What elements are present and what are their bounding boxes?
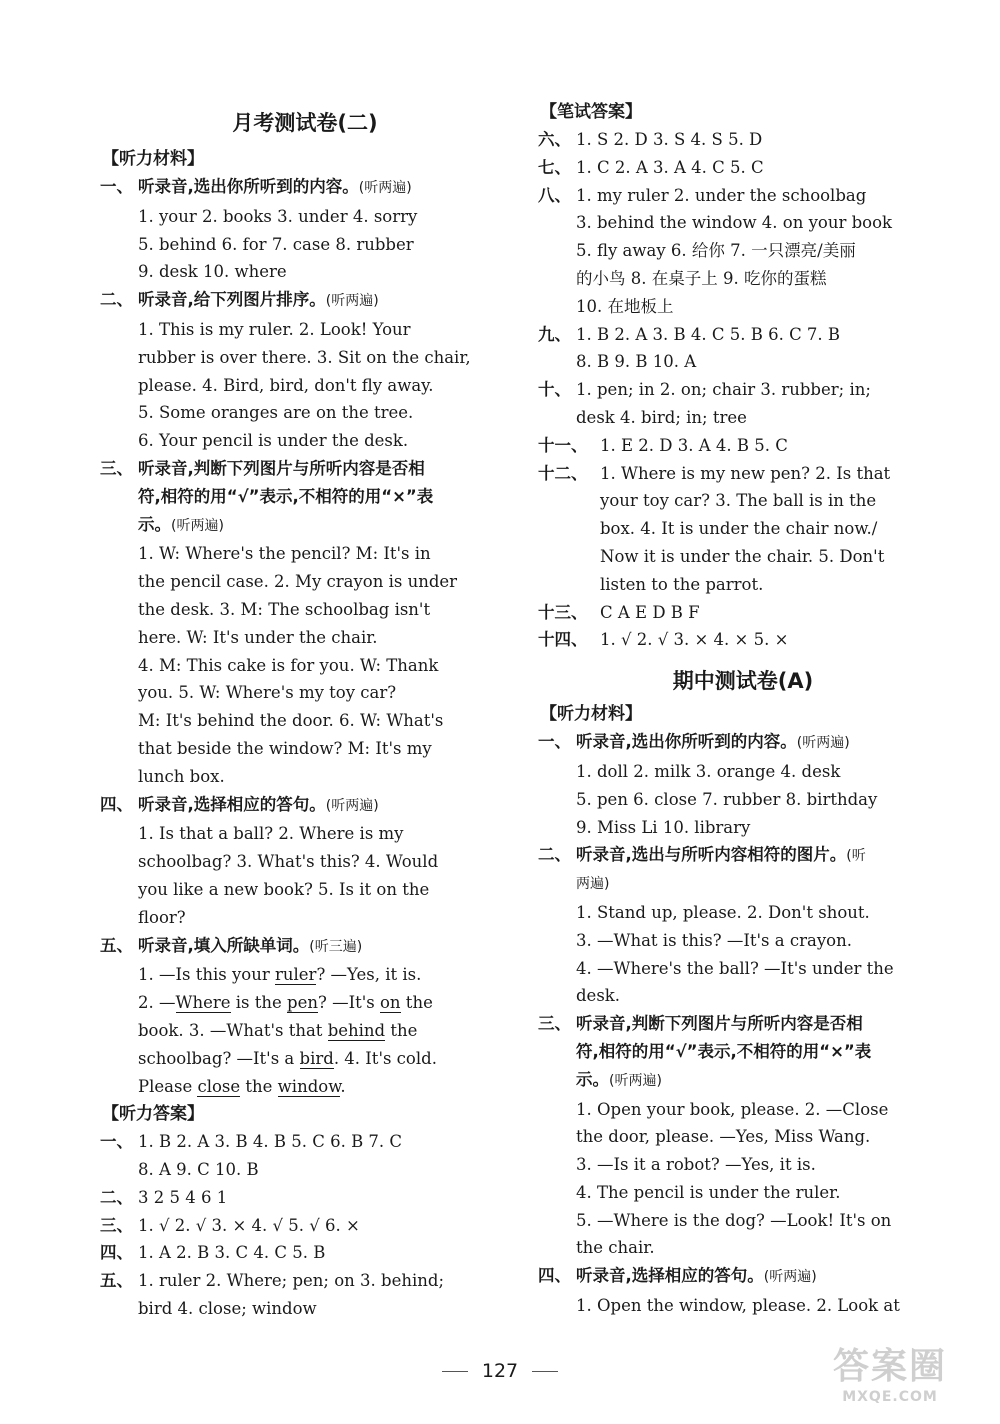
page-number-dash — [532, 1371, 558, 1372]
text-line: here. W: It's under the chair. — [138, 627, 378, 647]
text-line: desk 4. bird; in; tree — [576, 407, 747, 427]
question-1 — [100, 173, 510, 286]
text-line: 1. your 2. books 3. under 4. sorry — [138, 206, 418, 226]
text-line: bird 4. close; window — [138, 1299, 317, 1319]
text-line: please. 4. Bird, bird, don't fly away. — [138, 375, 434, 395]
question-note: (听两遍) — [609, 1072, 662, 1089]
text-line: 的小鸟 8. 在桌子上 9. 吃你的蛋糕 — [576, 268, 827, 288]
text-line: schoolbag? 3. What's this? 4. Would — [138, 852, 439, 872]
answer-13 — [538, 599, 948, 627]
watermark-url: MXQE.COM — [842, 1389, 938, 1405]
answer-number: 十一、 — [538, 435, 588, 455]
question-number: 三、 — [100, 458, 133, 478]
question-label: 听录音,判断下列图片与所听内容是否相 — [576, 1014, 863, 1034]
answer-4 — [100, 1239, 510, 1267]
question-3 — [100, 455, 510, 791]
question-label: 示。 — [138, 514, 171, 534]
question-label: 听录音,填入所缺单词。 — [138, 935, 310, 955]
text-line: 1. Is that a ball? 2. Where is my — [138, 824, 404, 844]
question-4 — [538, 1262, 948, 1320]
text-line: 1. C 2. A 3. A 4. C 5. C — [576, 157, 764, 177]
text-line: your toy car? 3. The ball is in the — [600, 491, 877, 511]
text-line: 1. doll 2. milk 3. orange 4. desk — [576, 761, 841, 781]
question-number: 一、 — [100, 177, 133, 196]
text-line: lunch box. — [138, 766, 225, 786]
text-line: floor? — [138, 907, 186, 927]
question-label: 听录音,选择相应的答句。 — [576, 1266, 764, 1286]
section-title: 月考测试卷(二) — [232, 111, 378, 135]
text-line: 8. B 9. B 10. A — [576, 352, 697, 372]
text-line: 3 2 5 4 6 1 — [138, 1187, 228, 1207]
question-label: 听录音,选出你所听到的内容。 — [138, 177, 359, 196]
filled-blank: window — [277, 1076, 341, 1096]
question-label: 符,相符的用“√”表示,不相符的用“×”表 — [138, 486, 434, 506]
text-line: 2. —Where is the pen? —It's on the — [138, 993, 433, 1013]
listening-answers-heading: 【听力答案】 — [102, 1104, 204, 1125]
question-note: (听 — [846, 848, 866, 865]
text-line: 4. —Where's the ball? —It's under the — [576, 958, 894, 978]
answer-number: 二、 — [100, 1187, 133, 1207]
question-number: 二、 — [538, 845, 571, 865]
written-answers-heading: 【笔试答案】 — [540, 102, 642, 122]
answer-number: 五、 — [100, 1271, 133, 1291]
text-line: 1. Open your book, please. 2. —Close — [576, 1099, 889, 1119]
listening-material-heading: 【听力材料】 — [102, 149, 204, 169]
text-line: 1. W: Where's the pencil? M: It's in — [138, 544, 431, 564]
text-line: 1. —Is this your ruler? —Yes, it is. — [138, 965, 422, 985]
text-line: 5. behind 6. for 7. case 8. rubber — [138, 234, 414, 254]
answer-12 — [538, 460, 948, 599]
text-line: that beside the window? M: It's my — [138, 738, 432, 758]
answer-number: 十、 — [538, 380, 571, 400]
question-label: 听录音,判断下列图片与所听内容是否相 — [138, 458, 425, 478]
text-line: the pencil case. 2. My crayon is under — [138, 572, 458, 592]
question-2 — [538, 841, 948, 1010]
text-line: 1. √ 2. √ 3. × 4. × 5. × — [600, 630, 789, 650]
filled-blank: on — [380, 993, 401, 1013]
answer-number: 七、 — [538, 157, 571, 177]
right-column — [538, 98, 948, 1320]
text-line: 1. pen; in 2. on; chair 3. rubber; in; — [576, 380, 871, 400]
question-label: 示。 — [576, 1069, 609, 1089]
listening-material-heading: 【听力材料】 — [540, 704, 642, 725]
text-line: rubber is over there. 3. Sit on the chair, — [138, 347, 471, 367]
text-line: you like a new book? 5. Is it on the — [138, 879, 430, 899]
question-3 — [538, 1010, 948, 1262]
answer-number: 四、 — [100, 1243, 133, 1263]
text-line: 1. A 2. B 3. C 4. C 5. B — [138, 1243, 326, 1263]
answer-7 — [538, 154, 948, 182]
question-label: 听录音,选出你所听到的内容。 — [576, 732, 797, 752]
answer-3 — [100, 1212, 510, 1240]
question-note: (听两遍) — [171, 517, 224, 534]
text-line: 5. fly away 6. 给你 7. 一只漂亮/美丽 — [576, 241, 856, 261]
question-number: 四、 — [100, 794, 133, 814]
text-line: 5. pen 6. close 7. rubber 8. birthday — [576, 789, 878, 809]
text-line: 1. Stand up, please. 2. Don't shout. — [576, 902, 870, 922]
text-line: C A E D B F — [600, 602, 700, 622]
question-number: 四、 — [538, 1266, 571, 1286]
answer-2 — [100, 1184, 510, 1212]
question-label: 听录音,选出与所听内容相符的图片。 — [576, 845, 847, 865]
text-line: 1. ruler 2. Where; pen; on 3. behind; — [138, 1271, 444, 1291]
text-line: 9. Miss Li 10. library — [576, 817, 751, 837]
filled-blank: pen — [287, 993, 318, 1013]
answer-number: 三、 — [100, 1215, 133, 1235]
text-line: 1. √ 2. √ 3. × 4. √ 5. √ 6. × — [138, 1215, 360, 1235]
text-line: the desk. 3. M: The schoolbag isn't — [138, 599, 431, 619]
question-label: 听录音,给下列图片排序。 — [138, 290, 326, 310]
question-5 — [100, 932, 510, 1101]
question-number: 一、 — [538, 732, 571, 752]
question-note: (听两遍) — [325, 293, 379, 310]
filled-blank: ruler — [274, 965, 317, 985]
text-line: 3. —What is this? —It's a crayon. — [576, 930, 852, 950]
text-line: 5. Some oranges are on the tree. — [138, 403, 414, 423]
question-label: 两遍) — [576, 876, 610, 893]
filled-blank: close — [197, 1076, 241, 1096]
question-note: (听两遍) — [358, 180, 412, 196]
text-line: 6. Your pencil is under the desk. — [138, 431, 409, 451]
answer-number: 十三、 — [538, 602, 588, 622]
filled-blank: behind — [327, 1020, 386, 1040]
text-line: 4. M: This cake is for you. W: Thank — [138, 655, 439, 675]
question-note: (听两遍) — [325, 797, 379, 814]
answer-6 — [538, 126, 948, 154]
answer-number: 十二、 — [538, 463, 588, 483]
text-line: M: It's behind the door. 6. W: What's — [138, 711, 444, 731]
answer-number: 八、 — [538, 185, 571, 205]
answer-10 — [538, 376, 948, 432]
answer-number: 九、 — [538, 324, 571, 344]
question-label: 符,相符的用“√”表示,不相符的用“×”表 — [576, 1041, 872, 1061]
answer-5 — [100, 1267, 510, 1323]
watermark-text: 答案圈 — [832, 1346, 947, 1387]
answer-9 — [538, 321, 948, 377]
answer-11 — [538, 432, 948, 460]
section-title: 期中测试卷(A) — [672, 669, 814, 694]
text-line: 1. S 2. D 3. S 4. S 5. D — [576, 130, 763, 149]
page-number-dash — [442, 1371, 468, 1372]
text-line: Please close the window. — [138, 1076, 346, 1096]
text-line: Now it is under the chair. 5. Don't — [600, 546, 885, 566]
text-line: book. 3. —What's that behind the — [138, 1020, 418, 1040]
question-note: (听三遍) — [309, 938, 363, 955]
filled-blank: Where — [175, 993, 231, 1013]
question-number: 二、 — [100, 290, 133, 310]
text-line: desk. — [576, 986, 621, 1006]
question-2 — [100, 286, 510, 455]
text-line: 10. 在地板上 — [576, 296, 674, 316]
text-line: box. 4. It is under the chair now./ — [600, 519, 878, 539]
text-line: the chair. — [576, 1238, 655, 1258]
text-line: 9. desk 10. where — [138, 262, 287, 282]
text-line: 1. my ruler 2. under the schoolbag — [576, 185, 867, 205]
answer-14 — [538, 626, 948, 654]
text-line: you. 5. W: Where's my toy car? — [138, 683, 397, 703]
question-number: 三、 — [538, 1014, 571, 1034]
text-line: 1. B 2. A 3. B 4. C 5. B 6. C 7. B — [576, 324, 841, 344]
answer-8 — [538, 182, 948, 321]
question-note: (听两遍) — [763, 1269, 817, 1286]
text-line: the door, please. —Yes, Miss Wang. — [576, 1127, 871, 1147]
page-number-text: 127 — [481, 1360, 519, 1382]
text-line: 8. A 9. C 10. B — [138, 1160, 259, 1180]
text-line: 5. —Where is the dog? —Look! It's on — [576, 1210, 892, 1230]
text-line: 1. B 2. A 3. B 4. B 5. C 6. B 7. C — [138, 1132, 403, 1152]
question-1 — [538, 728, 948, 841]
text-line: 1. Where is my new pen? 2. Is that — [600, 463, 891, 483]
question-note: (听两遍) — [796, 735, 850, 752]
answer-number: 六、 — [538, 130, 571, 149]
answer-number: 一、 — [100, 1132, 133, 1152]
answer-1 — [100, 1128, 510, 1184]
text-line: listen to the parrot. — [600, 574, 764, 594]
answer-number: 十四、 — [538, 630, 588, 650]
question-4 — [100, 791, 510, 932]
filled-blank: bird — [299, 1048, 334, 1068]
text-line: 1. E 2. D 3. A 4. B 5. C — [600, 435, 788, 455]
watermark-logo — [815, 1345, 965, 1415]
question-label: 听录音,选择相应的答句。 — [138, 794, 326, 814]
text-line: 4. The pencil is under the ruler. — [576, 1182, 841, 1202]
left-column — [100, 95, 510, 1323]
question-number: 五、 — [100, 935, 133, 955]
text-line: 3. —Is it a robot? —Yes, it is. — [576, 1155, 816, 1175]
text-line: 3. behind the window 4. on your book — [576, 213, 893, 233]
text-line: 1. Open the window, please. 2. Look at — [576, 1296, 900, 1316]
text-line: schoolbag? —It's a bird. 4. It's cold. — [138, 1048, 437, 1068]
text-line: 1. This is my ruler. 2. Look! Your — [138, 319, 411, 339]
